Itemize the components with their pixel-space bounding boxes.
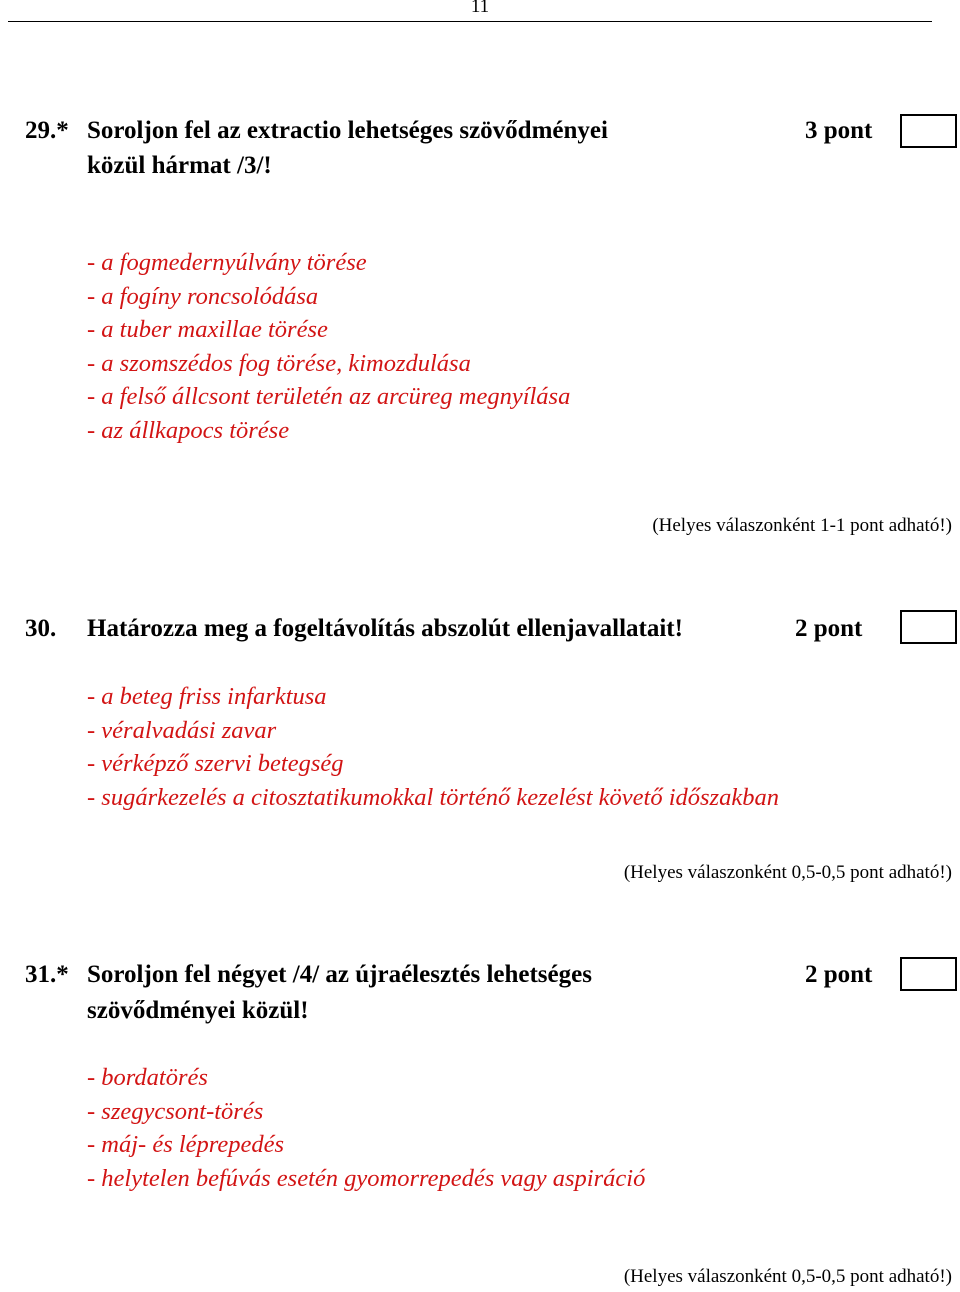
answer-item: - máj- és léprepedés xyxy=(87,1131,285,1159)
question-points: 3 pont xyxy=(805,117,873,144)
answer-item: - az állkapocs törése xyxy=(87,416,290,444)
score-box[interactable] xyxy=(900,114,957,148)
question-text-line2: szövődményei közül! xyxy=(87,997,309,1024)
scoring-note: (Helyes válaszonként 1-1 pont adható!) xyxy=(652,515,952,536)
question-number: 31.* xyxy=(25,961,69,988)
answer-item: - bordatörés xyxy=(87,1064,208,1091)
page-number: 11 xyxy=(470,0,490,17)
answer-list xyxy=(87,680,779,814)
scoring-note: (Helyes válaszonként 0,5-0,5 pont adható!) xyxy=(623,1266,952,1287)
answer-item: - szegycsont-törés xyxy=(87,1097,264,1125)
answer-item: - a felső állcsont területén az arcüreg megnyílása xyxy=(87,383,571,411)
answer-item: - a beteg friss infarktusa xyxy=(87,683,327,710)
question-text-line1: Határozza meg a fogeltávolítás abszolút ellenjavallatait! xyxy=(87,615,683,642)
answer-item: - vérképző szervi betegség xyxy=(87,750,344,778)
answer-item: - helytelen befúvás esetén gyomorrepedés vagy aspiráció xyxy=(87,1164,646,1192)
question-text-line1: Soroljon fel az extractio lehetséges szövődményei xyxy=(87,117,608,144)
header-rule xyxy=(8,21,932,22)
answer-list xyxy=(87,246,570,448)
answer-item: - sugárkezelés a citosztatikumokkal történő kezelést követő időszakban xyxy=(87,783,779,811)
question-points: 2 pont xyxy=(795,615,863,642)
question-number: 30. xyxy=(25,615,57,642)
answer-item: - a fogmedernyúlvány törése xyxy=(87,249,367,276)
answer-list xyxy=(87,1061,645,1195)
question-text-line2: közül hármat /3/! xyxy=(87,152,272,179)
score-box[interactable] xyxy=(900,610,957,644)
question-text-line1: Soroljon fel négyet /4/ az újraélesztés lehetséges xyxy=(87,961,592,988)
scoring-note: (Helyes válaszonként 0,5-0,5 pont adható!) xyxy=(623,862,952,883)
question-number: 29.* xyxy=(25,117,69,144)
score-box[interactable] xyxy=(900,957,957,991)
answer-item: - a tuber maxillae törése xyxy=(87,316,328,344)
answer-item: - a fogíny roncsolódása xyxy=(87,282,319,310)
answer-item: - a szomszédos fog törése, kimozdulása xyxy=(87,349,471,377)
answer-item: - véralvadási zavar xyxy=(87,716,277,744)
question-points: 2 pont xyxy=(805,961,873,988)
